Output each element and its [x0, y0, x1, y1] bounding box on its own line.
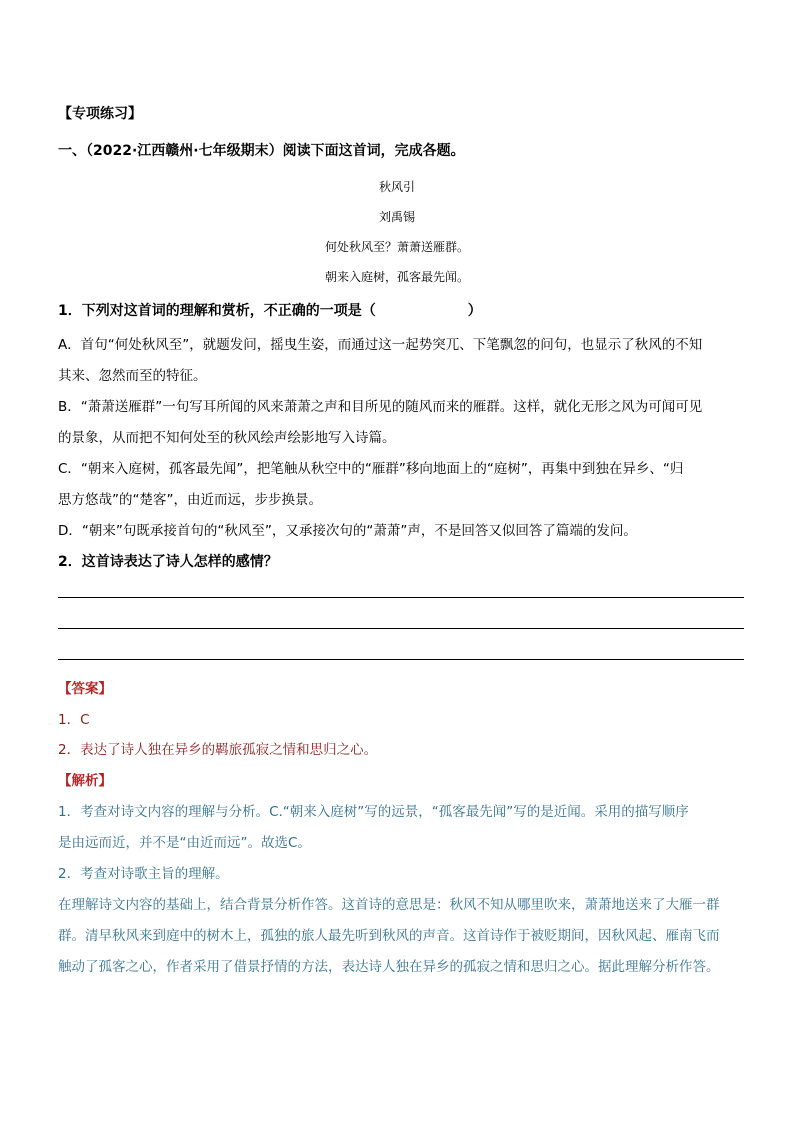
- analysis-3-line-3: 触动了孤客之心，作者采用了借景抒情的方法，表达诗人独在异乡的孤寂之情和思归之心。据此理解分析作答。: [58, 959, 720, 975]
- question-1-stem-text: 1．下列对这首词的理解和赏析，不正确的一项是（: [58, 303, 376, 319]
- section-title: 【专项练习】: [58, 106, 142, 122]
- answer-tag: 【答案】: [58, 681, 112, 697]
- analysis-1-line-1: 1．考查对诗文内容的理解与分析。C.“朝来入庭树”写的远景，“孤客最先闻”写的是近闻。采用的描写顺序: [58, 804, 689, 820]
- option-b-line-2: 的景象，从而把不知何处至的秋风绘声绘影地写入诗篇。: [58, 430, 396, 446]
- poem-line-1: 何处秋风至？萧萧送雁群。: [324, 240, 469, 254]
- option-a-line-1: A．首句“何处秋风至”，就题发问，摇曳生姿，而通过这一起势突兀、下笔飘忽的问句，也显示了秋风的不知: [58, 337, 703, 353]
- analysis-tag: 【解析】: [58, 773, 112, 789]
- answer-line-2: [58, 628, 744, 629]
- question-1-stem: [58, 300, 482, 320]
- poem-title: 秋风引: [378, 180, 415, 194]
- poem-line-2: 朝来入庭树，孤客最先闻。: [324, 270, 469, 284]
- analysis-1-line-2: 是由远而近，并不是“由近而远”。故选C。: [58, 835, 311, 851]
- answer-line-3: [58, 659, 744, 660]
- option-c-line-1: C．“朝来入庭树，孤客最先闻”，把笔触从秋空中的“雁群”移向地面上的“庭树”，再集中到独在异乡、“归: [58, 461, 684, 477]
- analysis-3-line-1: 在理解诗文内容的基础上，结合背景分析作答。这首诗的意思是：秋风不知从哪里吹来，萧萧地送来了大雁一群: [58, 897, 720, 913]
- question-1-stem-close: ）: [467, 303, 482, 319]
- option-a-line-2: 其来、忽然而至的特征。: [58, 368, 207, 384]
- answer-1: 1．C: [58, 712, 90, 728]
- analysis-3-line-2: 群。清早秋风来到庭中的树木上，孤独的旅人最先听到秋风的声音。这首诗作于被贬期间，因秋风起、雁南飞而: [58, 928, 720, 944]
- poem-author: 刘禹锡: [378, 210, 415, 224]
- answer-2: 2．表达了诗人独在异乡的羁旅孤寂之情和思归之心。: [58, 742, 378, 758]
- analysis-2: 2．考查对诗歌主旨的理解。: [58, 866, 229, 882]
- option-b-line-1: B．“萧萧送雁群”一句写耳所闻的风来萧萧之声和目所见的随风而来的雁群。这样，就化无形之风为可闻可见: [58, 399, 703, 415]
- question-intro: 一、（2022·江西赣州·七年级期末）阅读下面这首词，完成各题。: [58, 143, 465, 159]
- option-c-line-2: 思方悠哉”的“楚客”，由近而远，步步换景。: [58, 492, 322, 508]
- answer-line-1: [58, 597, 744, 598]
- question-2-stem: 2．这首诗表达了诗人怎样的感情？: [58, 554, 278, 570]
- option-d: D．“朝来”句既承接首句的“秋风至”，又承接次句的“萧萧”声，不是回答又似回答了篇端的发问。: [58, 523, 637, 539]
